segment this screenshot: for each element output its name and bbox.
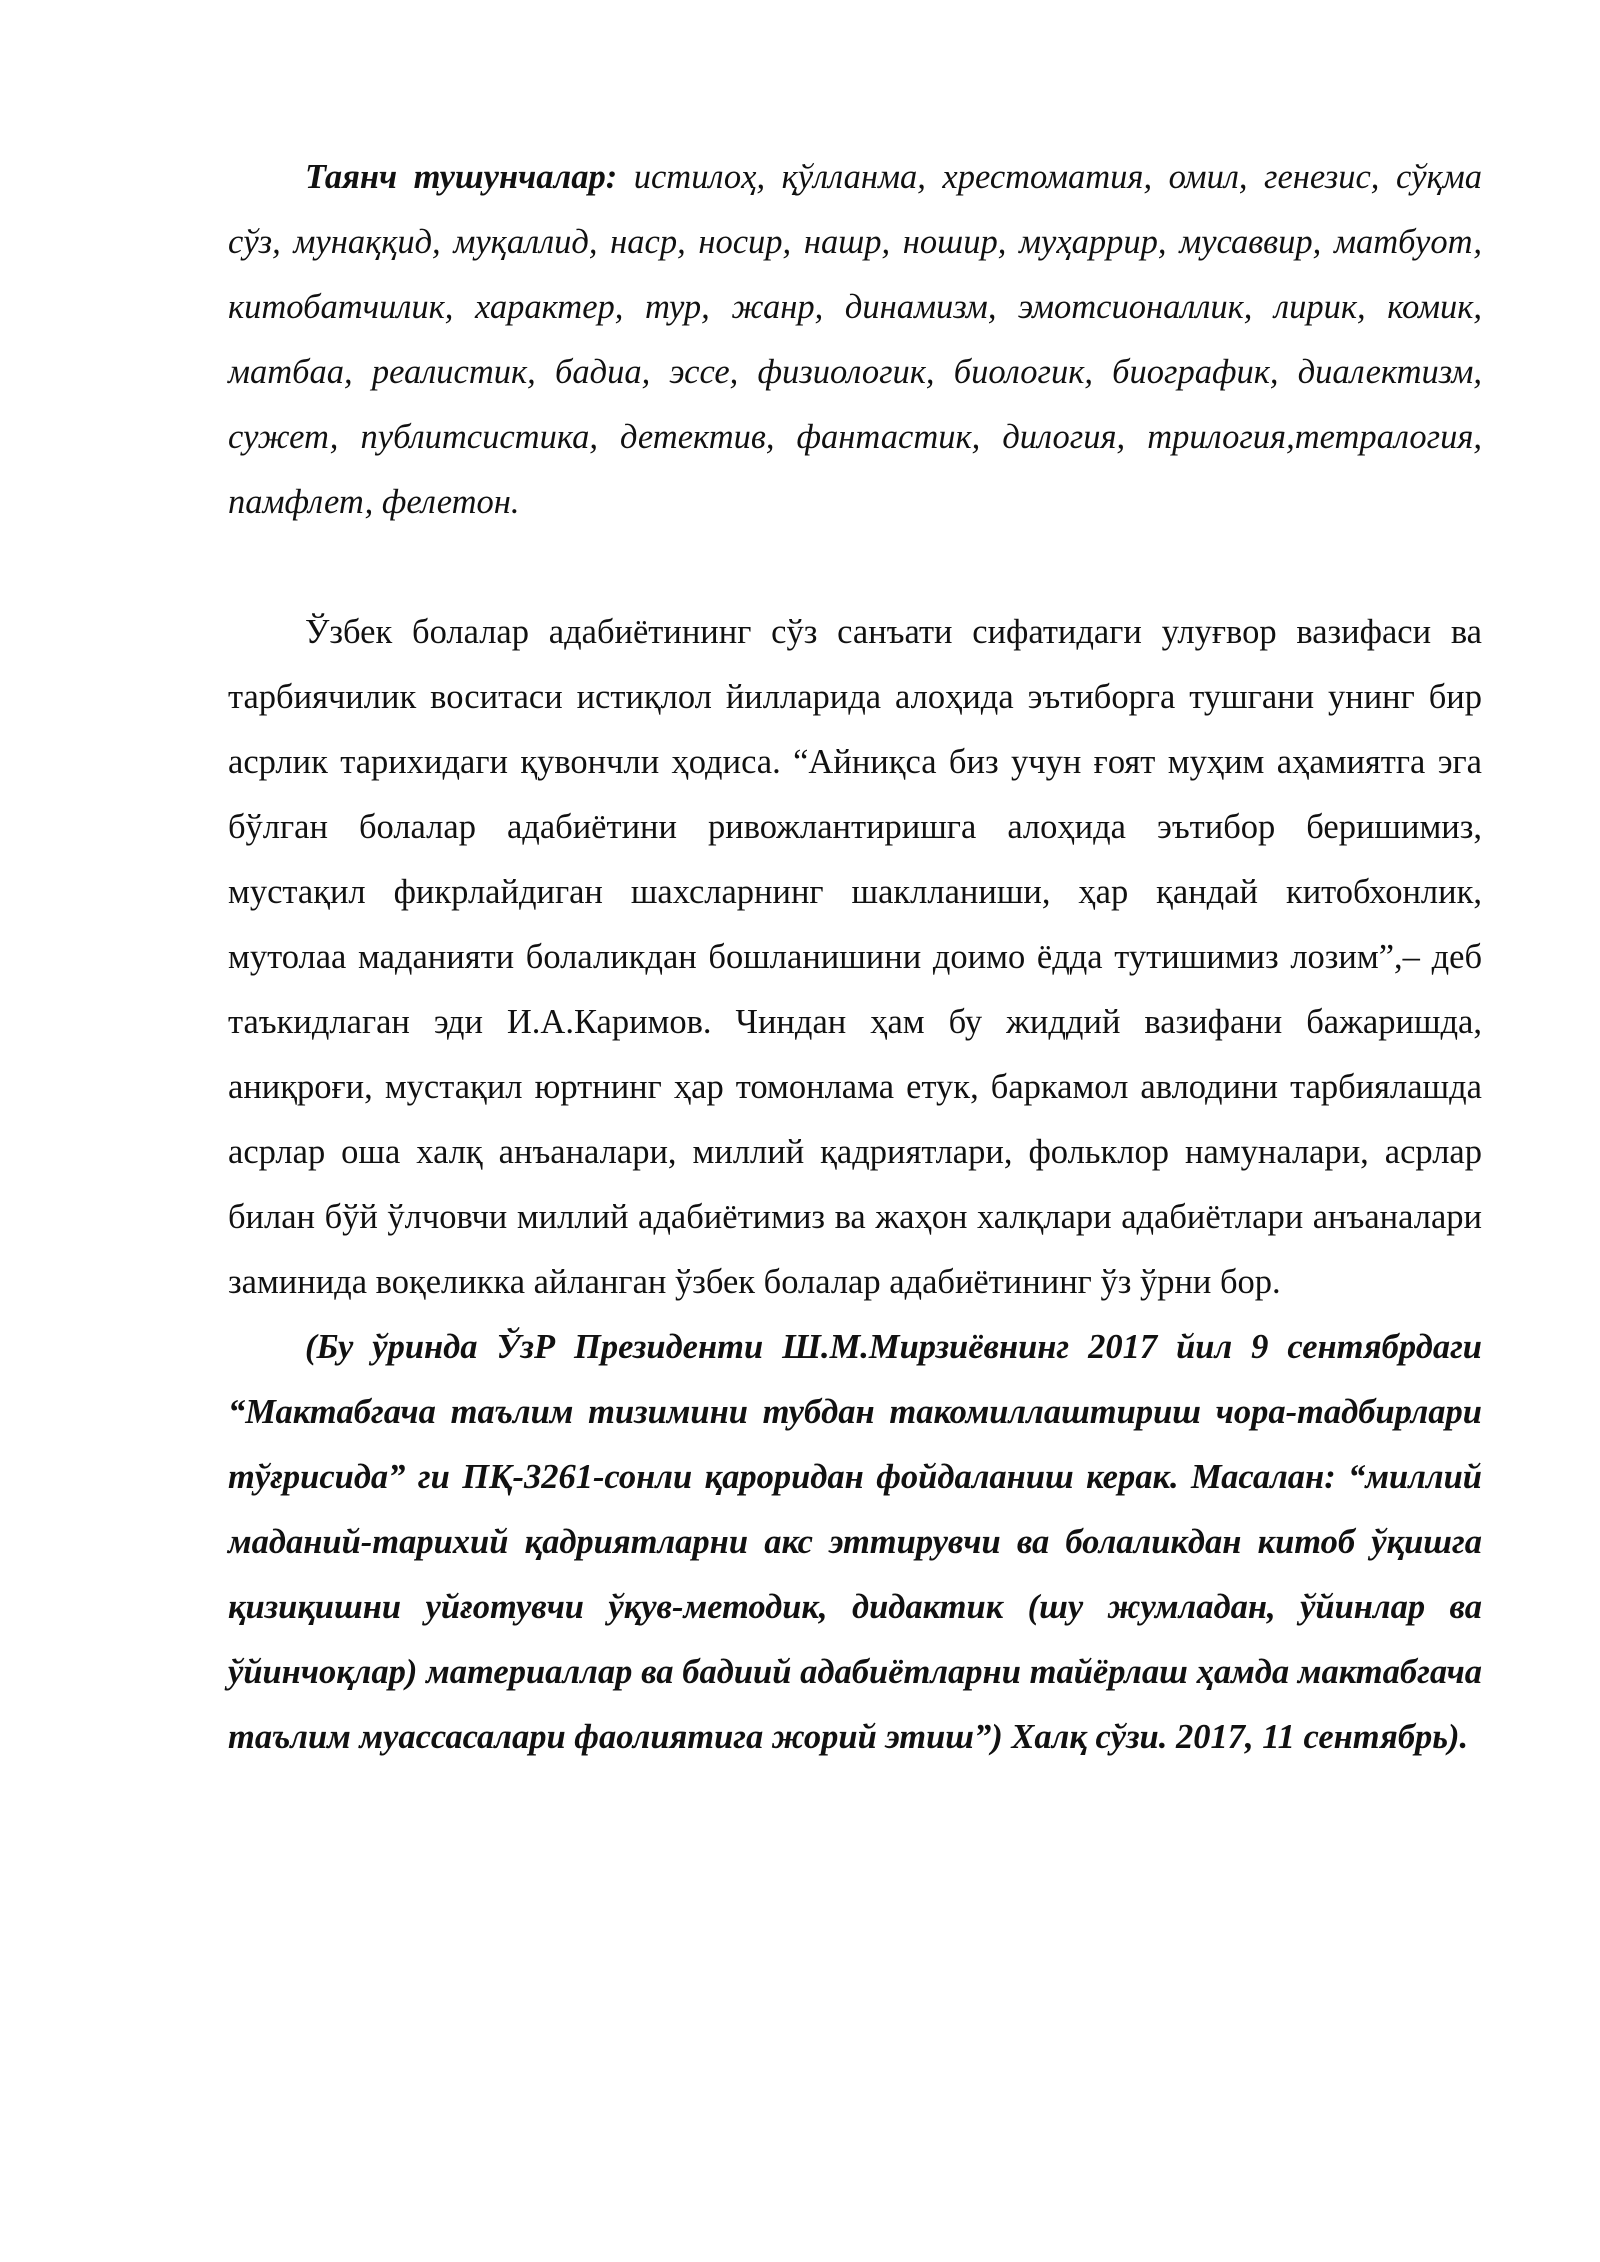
paragraph-spacer — [228, 535, 1482, 600]
key-concepts-paragraph — [228, 145, 1482, 535]
note-paragraph: (Бу ўринда ЎзР Президенти Ш.М.Мирзиёвнинг 2017 йил 9 сентябрдаги “Мактабгача таълим тизимини тубдан такомиллаштириш чора-тадбирлари тўғрисида” ги ПҚ-3261-сонли қароридан фойдаланиш керак. Масалан: “миллий маданий-тарихий қадриятларни акс эттирувчи ва болаликдан китоб ўқишга қизиқишни уйғотувчи ўқув-методик, дидактик (шу жумладан, ўйинлар ва ўйинчоқлар) материаллар ва бадиий адабиётларни тайёрлаш ҳамда мактабгача таълим муассасалари фаолиятига жорий этиш”) Халқ сўзи. 2017, 11 сентябрь). — [228, 1328, 1482, 1756]
key-concepts-label: Таянч тушунчалар: — [305, 158, 618, 196]
document-page — [228, 145, 1482, 1770]
main-paragraph: Ўзбек болалар адабиётининг сўз санъати сифатидаги улуғвор вазифаси ва тарбиячилик воситаси истиқлол йилларида алоҳида эътиборга тушгани унинг бир асрлик тарихидаги қувончли ҳодиса. “Айниқса биз учун ғоят муҳим аҳамиятга эга бўлган болалар адабиётини ривожлантиришга алоҳида эътибор беришимиз, мустақил фикрлайдиган шахсларнинг шаклланиши, ҳар қандай китобхонлик, мутолаа маданияти болаликдан бошланишини доимо ёдда тутишимиз лозим”,– деб таъкидлаган эди И.А.Каримов. Чиндан ҳам бу жиддий вазифани бажаришда, аниқроғи, мустақил юртнинг ҳар томонлама етук, баркамол авлодини тарбиялашда асрлар оша халқ анъаналари, миллий қадриятлари, фольклор намуналари, асрлар билан бўй ўлчовчи миллий адабиётимиз ва жаҳон халқлари адабиётлари анъаналари заминида воқеликка айланган ўзбек болалар адабиётининг ўз ўрни бор. — [228, 613, 1482, 1301]
key-concepts-list: истилоҳ, қўлланма, хрестоматия, омил, генезис, сўқма сўз, мунаққид, муқаллид, наср, носир, нашр, ношир, муҳаррир, мусаввир, матбуот, китобатчилик, характер, тур, жанр, динамизм, эмотсионаллик, лирик, комик, матбаа, реалистик, бадиа, эссе, физиологик, биологик, биографик, диалектизм, сужет, публитсистика, детектив, фантастик, дилогия, трилогия,тетралогия, памфлет, фелетон. — [228, 158, 1482, 521]
